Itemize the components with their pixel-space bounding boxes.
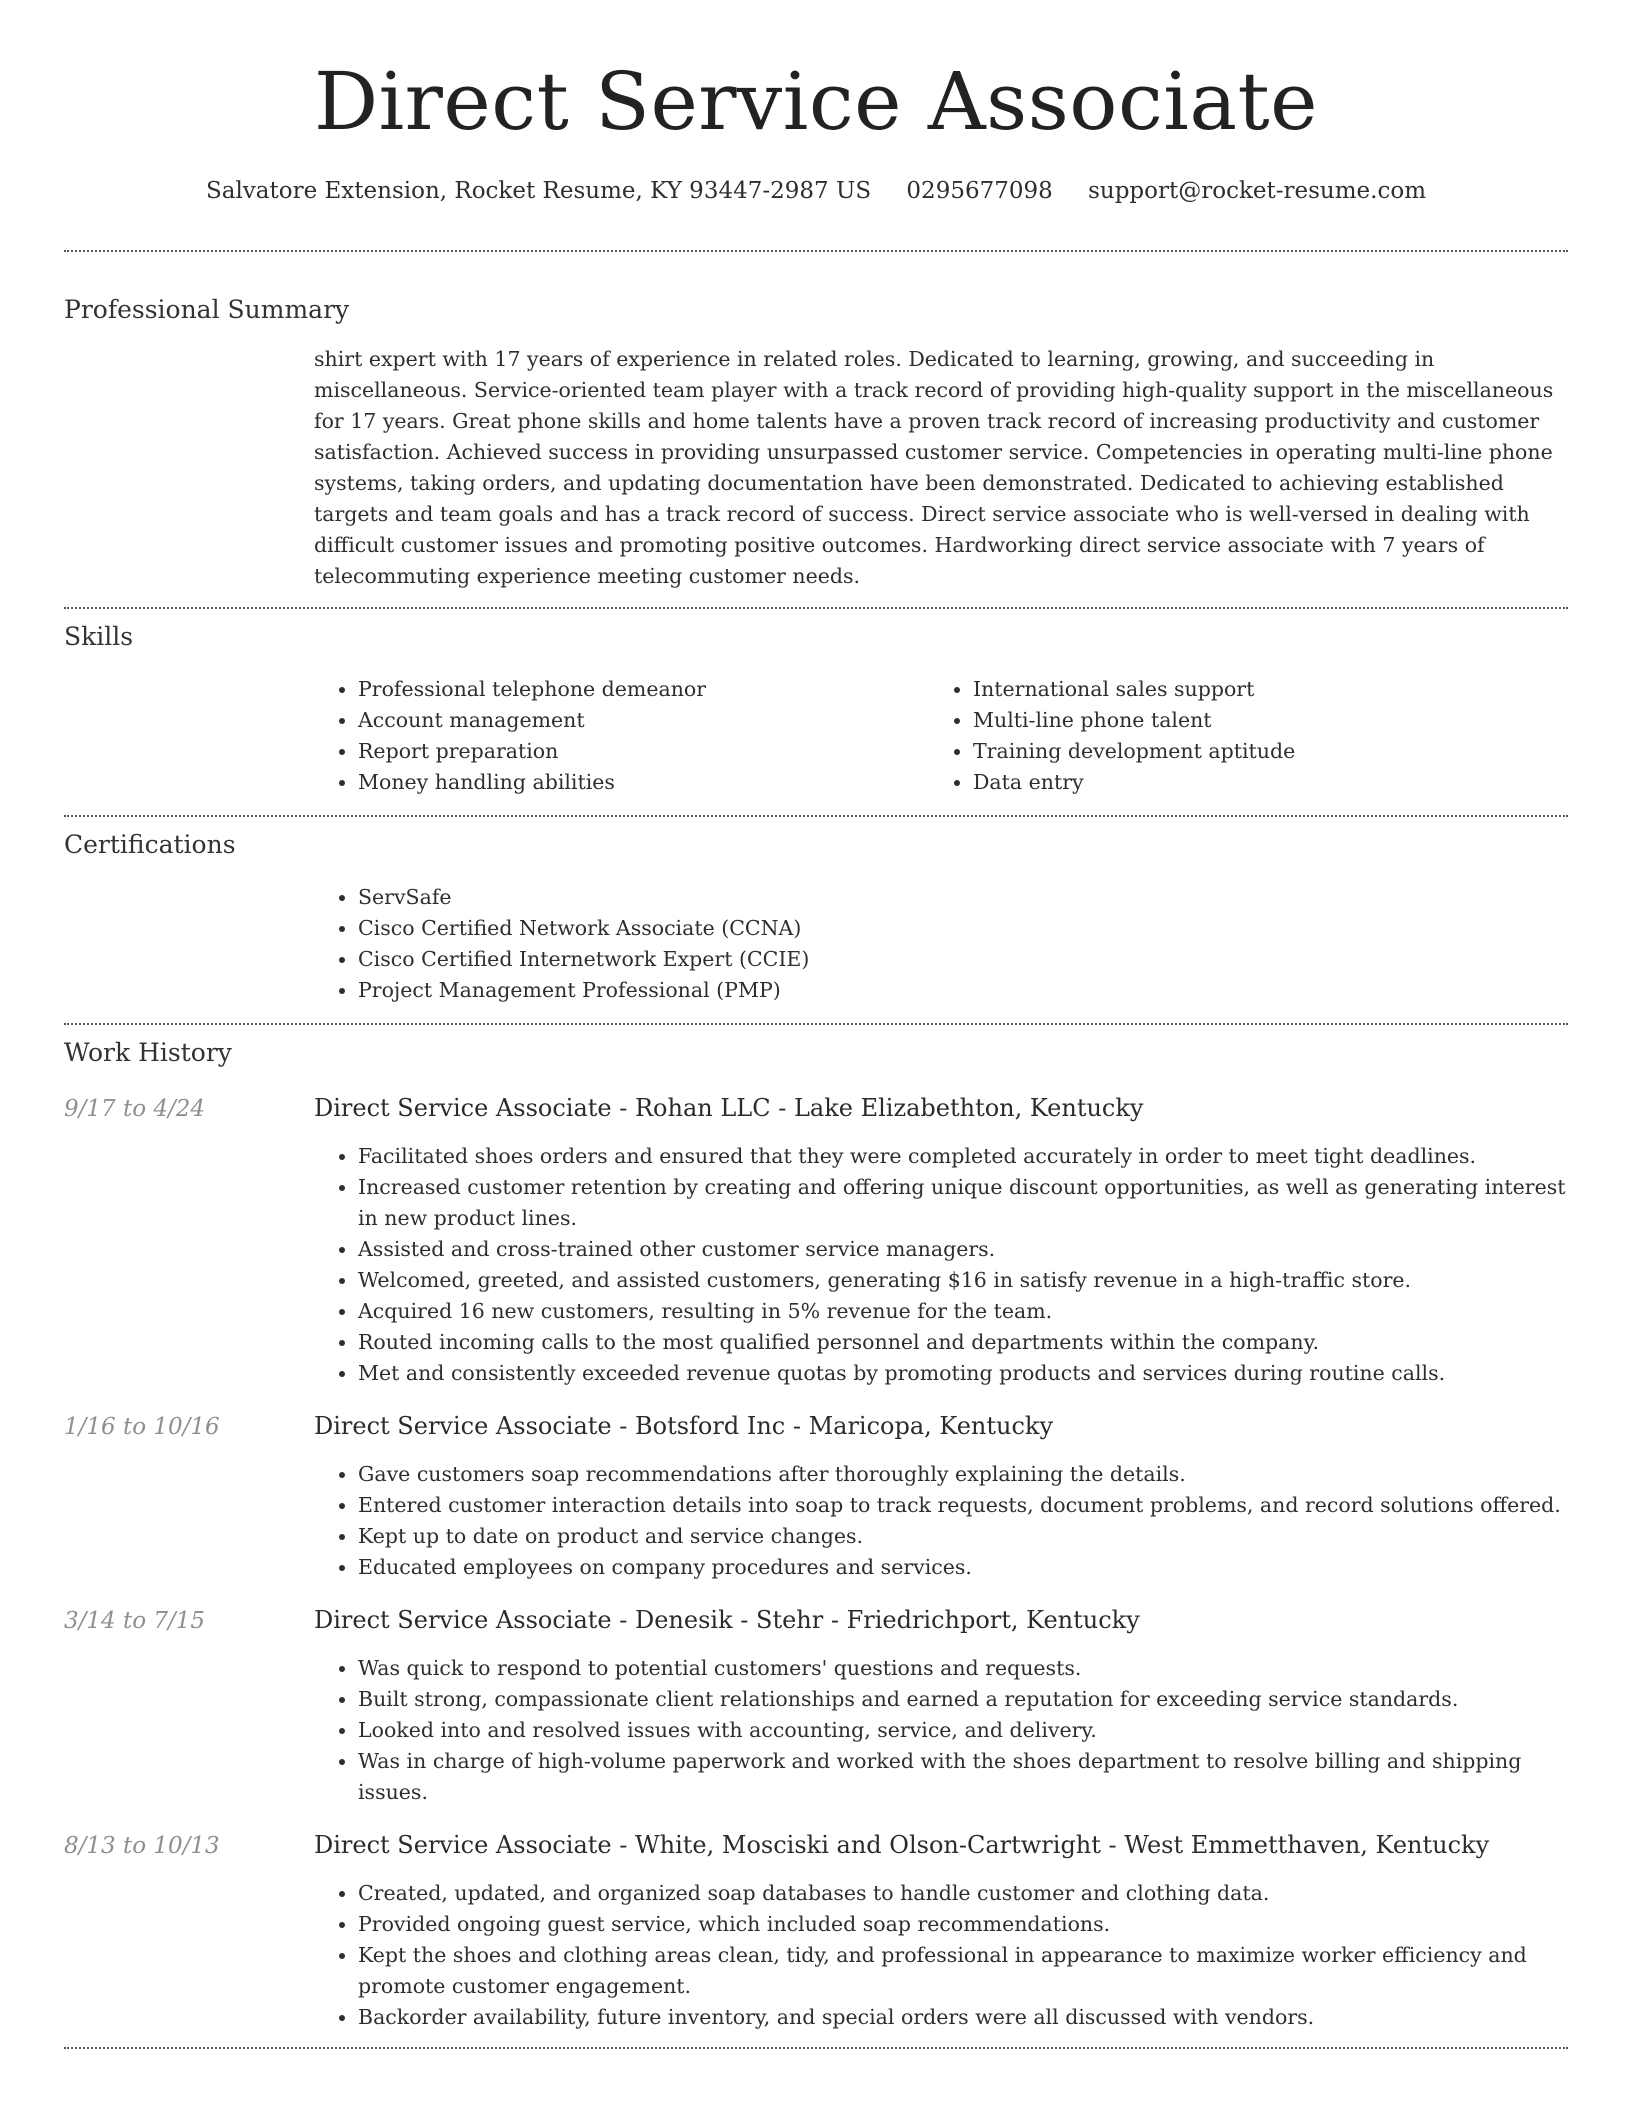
list-item: • Provided ongoing guest service, which included soap recommendations. [358,1909,1568,1940]
contact-address: Salvatore Extension, Rocket Resume, KY 93447-2987 US [205,178,872,204]
job-heading: Direct Service Associate - White, Mosciski and Olson-Cartwright - West Emmetthaven, Kentucky [314,1831,1490,1859]
list-item: • Assisted and cross-trained other customer service managers. [358,1234,1568,1265]
list-item: • Created, updated, and organized soap databases to handle customer and clothing data. [358,1878,1568,1909]
job-heading: Direct Service Associate - Botsford Inc - Maricopa, Kentucky [314,1412,1054,1440]
list-item: • Multi-line phone talent [973,705,1568,736]
contact-phone: 0295677098 [906,178,1053,204]
job-dates: 1/16 to 10/16 [64,1414,220,1440]
certifications-list [314,882,1568,1006]
list-item: • Cisco Certified Internetwork Expert (CCIE) [358,944,1568,975]
list-item: • Entered customer interaction details into soap to track requests, document problems, and record solutions offered. [358,1490,1568,1521]
list-item: • Was in charge of high-volume paperwork and worked with the shoes department to resolve billing and shipping issues. [358,1746,1568,1808]
job-dates: 9/17 to 4/24 [64,1096,206,1122]
divider [64,815,1568,817]
list-item: • Data entry [973,767,1568,798]
job-bullets [314,1141,1568,1389]
contact-email: support@rocket-resume.com [1088,178,1427,204]
skills-section [64,619,1568,798]
job-entry [64,1409,1568,1583]
job-entry [64,1828,1568,2033]
skills-list-left [314,674,929,798]
section-title-certifications: Certifications [64,830,236,859]
list-item: • Educated employees on company procedures and services. [358,1552,1568,1583]
list-item: • Looked into and resolved issues with accounting, service, and delivery. [358,1715,1568,1746]
list-item: • Report preparation [358,736,929,767]
list-item: • Routed incoming calls to the most qualified personnel and departments within the company. [358,1327,1568,1358]
divider [64,1023,1568,1025]
section-title-skills: Skills [64,622,134,651]
list-item: • Kept up to date on product and service changes. [358,1521,1568,1552]
summary-section [64,292,1568,592]
list-item: • Training development aptitude [973,736,1568,767]
list-item: • Was quick to respond to potential customers' questions and requests. [358,1653,1568,1684]
list-item: • Built strong, compassionate client relationships and earned a reputation for exceeding service standards. [358,1684,1568,1715]
job-entry [64,1091,1568,1389]
skills-list-right [929,674,1568,798]
job-bullets [314,1459,1568,1583]
list-item: • Met and consistently exceeded revenue quotas by promoting products and services during routine calls. [358,1358,1568,1389]
list-item: • Kept the shoes and clothing areas clean, tidy, and professional in appearance to maximize worker efficiency and promote customer engagement. [358,1940,1568,2002]
job-heading: Direct Service Associate - Denesik - Stehr - Friedrichport, Kentucky [314,1606,1140,1634]
list-item: • Acquired 16 new customers, resulting in 5% revenue for the team. [358,1296,1568,1327]
list-item: • International sales support [973,674,1568,705]
list-item: • Welcomed, greeted, and assisted customers, generating $16 in satisfy revenue in a high-traffic store. [358,1265,1568,1296]
list-item: • ServSafe [358,882,1568,913]
job-bullets [314,1878,1568,2033]
job-entry [64,1603,1568,1808]
summary-text: shirt expert with 17 years of experience in related roles. Dedicated to learning, growing, and succeeding in miscellaneous. Service-oriented team player with a track record of providing high-quality support in the miscellaneous for 17 years. Great phone skills and home talents have a proven track record of increasing productivity and customer satisfaction. Achieved success in providing unsurpassed customer service. Competencies in operating multi-line phone systems, taking orders, and updating documentation have been demonstrated. Dedicated to achieving established targets and team goals and has a track record of success. Direct service associate who is well-versed in dealing with difficult customer issues and promoting positive outcomes. Hardworking direct service associate with 7 years of telecommuting experience meeting customer needs. [314,347,1554,588]
section-title-summary: Professional Summary [64,295,350,324]
section-title-work-history: Work History [64,1038,232,1067]
list-item: • Money handling abilities [358,767,929,798]
resume-title: Direct Service Associate [313,55,1319,148]
contact-line [64,174,1568,208]
divider [64,2047,1568,2049]
list-item: • Gave customers soap recommendations after thoroughly explaining the details. [358,1459,1568,1490]
job-heading: Direct Service Associate - Rohan LLC - Lake Elizabethton, Kentucky [314,1094,1144,1122]
list-item: • Account management [358,705,929,736]
list-item: • Professional telephone demeanor [358,674,929,705]
list-item: • Backorder availability, future inventory, and special orders were all discussed with vendors. [358,2002,1568,2033]
job-bullets [314,1653,1568,1808]
list-item: • Project Management Professional (PMP) [358,975,1568,1006]
job-dates: 3/14 to 7/15 [64,1608,206,1634]
job-dates: 8/13 to 10/13 [64,1833,220,1859]
list-item: • Facilitated shoes orders and ensured that they were completed accurately in order to meet tight deadlines. [358,1141,1568,1172]
work-history-section [64,1035,1568,2033]
list-item: • Cisco Certified Network Associate (CCNA) [358,913,1568,944]
certifications-section [64,827,1568,1006]
divider [64,250,1568,252]
divider [64,607,1568,609]
list-item: • Increased customer retention by creating and offering unique discount opportunities, as well as generating interest in new product lines. [358,1172,1568,1234]
